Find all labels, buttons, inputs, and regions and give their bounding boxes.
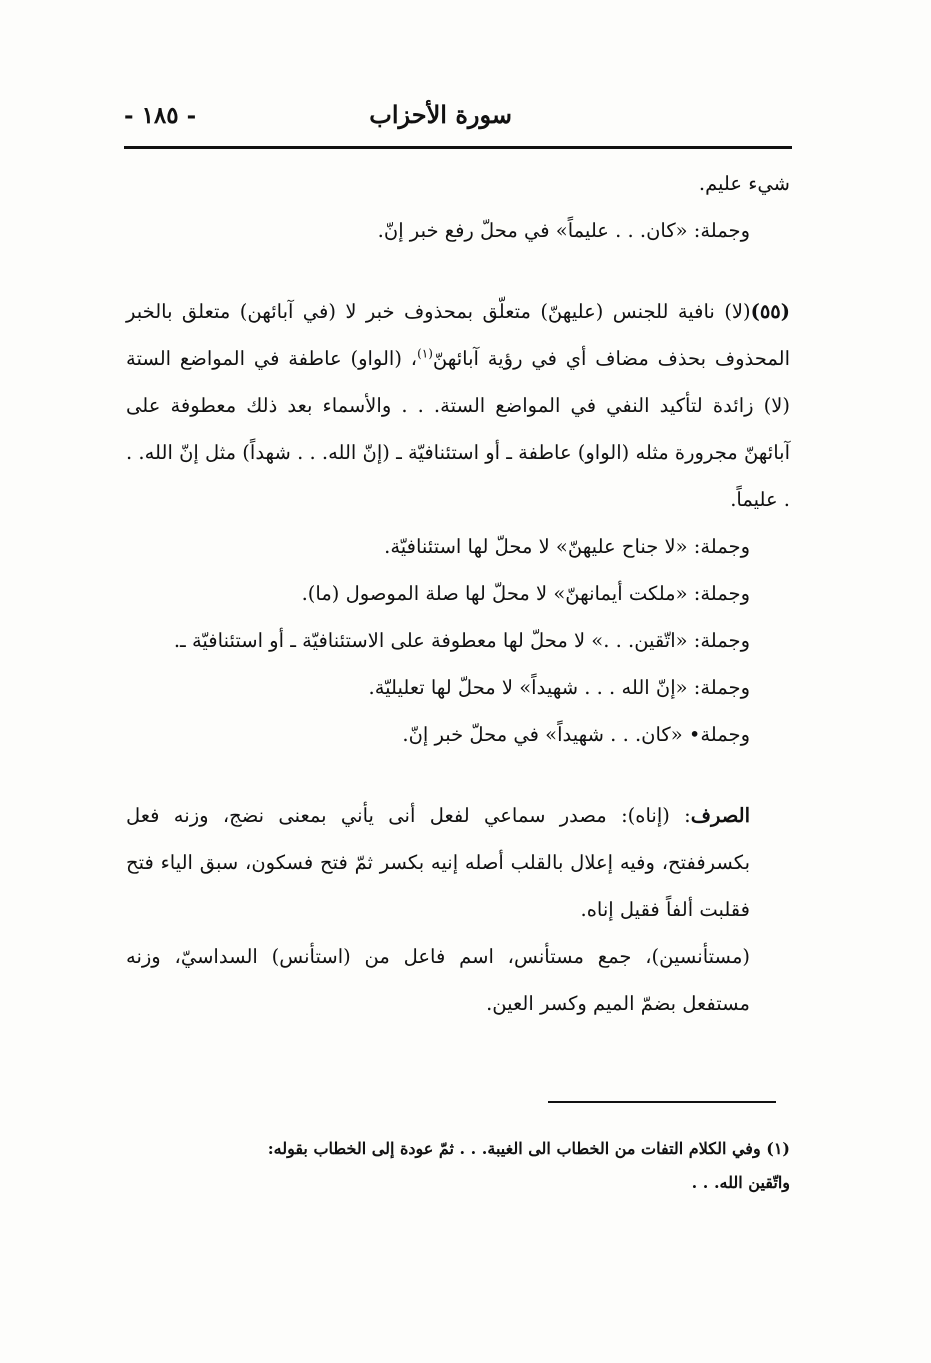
- paragraph-text: ، (الواو) عاطفة في المواضع الستة (لا) زائدة لتأكيد النفي في المواضع الستة. . . والأسماء بعد ذلك معطوفة على آبائهنّ مجرورة مثله (الواو) عاطفة ـ أو استئنافيّة ـ (إنّ الله. . . شهداً) مثل إنّ الله. . . عليماً.: [126, 347, 790, 511]
- page-header: [124, 100, 792, 144]
- sarf-label: الصرف: [690, 804, 750, 827]
- footnote-line: واتّقين الله. . .: [691, 1173, 790, 1192]
- sarf-paragraph: [126, 792, 790, 933]
- surah-title: سورة الأحزاب: [369, 100, 512, 129]
- footnote-line: (١) وفي الكلام التفات من الخطاب الى الغيبة. . . ثمّ عودة إلى الخطاب بقوله:: [267, 1139, 790, 1158]
- spacer: [126, 758, 790, 792]
- sentence-analysis: وجملة• «كان. . . شهيداً» في محلّ خبر إنّ.: [402, 723, 750, 746]
- sentence-analysis: وجملة: «ملكت أيمانهنّ» لا محلّ لها صلة الموصول (ما).: [301, 582, 750, 605]
- verse-number: (٥٥): [750, 300, 790, 323]
- text-line: شيء عليم.: [698, 172, 790, 195]
- sentence-analysis: وجملة: «لا جناح عليهنّ» لا محلّ لها استئنافيّة.: [384, 535, 750, 558]
- sarf-text: : (إناه): مصدر سماعي لفعل أنى يأني بمعنى نضج، وزنه فعل بكسرففتح، وفيه إعلال بالقلب أصله إنيه بكسر ثمّ فتح فسكون، سبق الياء فتح فقلبت ألفاً فقيل إناه.: [126, 804, 750, 921]
- footnote-rule: [548, 1101, 776, 1103]
- paragraph-55: [126, 288, 790, 523]
- page-body: [126, 160, 790, 1027]
- sentence-analysis: وجملة: «إنّ الله . . . شهيداً» لا محلّ لها تعليليّة.: [368, 676, 750, 699]
- footnote: [126, 1132, 790, 1200]
- page-number: - ١٨٥ -: [124, 102, 197, 129]
- sentence-analysis: وجملة: «اتّقين. . .» لا محلّ لها معطوفة على الاستئنافيّة ـ أو استئنافيّة ـ.: [173, 629, 750, 652]
- sentence-analysis: وجملة: «كان. . . عليماً» في محلّ رفع خبر إنّ.: [377, 219, 750, 242]
- morphology-paragraph: (مستأنسين)، جمع مستأنس، اسم فاعل من (استأنس) السداسيّ، وزنه مستفعل بضمّ الميم وكسر العين.: [126, 945, 750, 1015]
- paragraph-text: (لا) نافية للجنس (عليهنّ) متعلّق بمحذوف خبر لا (في آبائهن) متعلق بالخبر المحذوف بحذف مضاف أي في رؤية آبائهنّ: [126, 300, 790, 370]
- spacer: [126, 254, 790, 288]
- footnote-marker: (١): [417, 346, 433, 361]
- header-rule: [124, 146, 792, 149]
